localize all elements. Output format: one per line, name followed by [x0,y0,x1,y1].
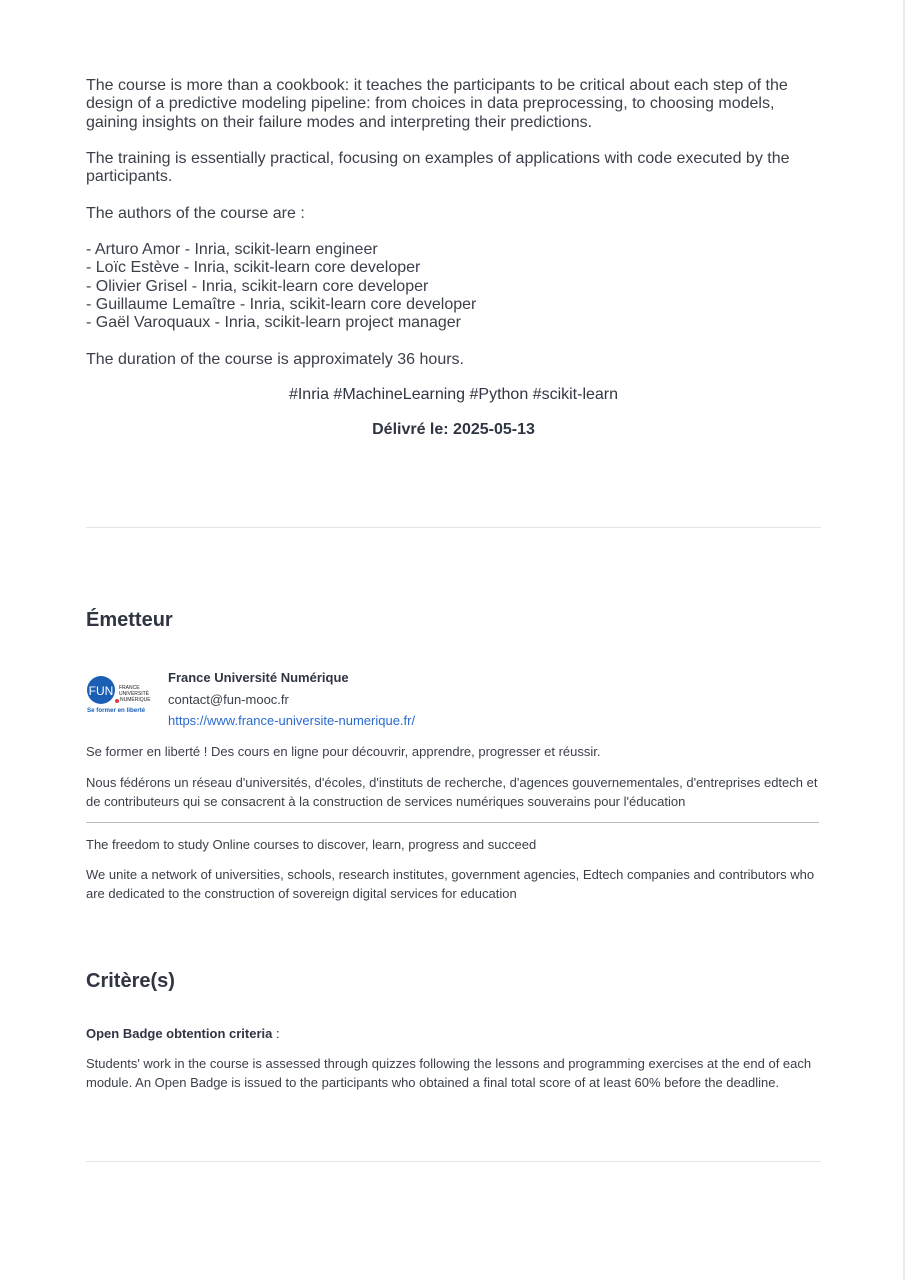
author-item: - Gaël Varoquaux - Inria, scikit-learn project manager [86,314,461,332]
issuer-description-fr: Nous fédérons un réseau d'universités, d'écoles, d'instituts de recherche, d'agences gouvernementales, d'entreprises edtech et de contributeurs qui se consacrent à la construction de services numériques souverains pour l'éducation [86,775,818,809]
svg-text:Se former en liberté: Se former en liberté [87,707,146,714]
section-divider [86,1161,821,1162]
author-item: - Olivier Grisel - Inria, scikit-learn core developer [86,277,429,295]
criteria-text: Students' work in the course is assessed through quizzes following the lessons and programming exercises at the end of each module. An Open Badge is issued to the participants who obtained a final total score of at least 60% before the deadline. [86,1056,812,1090]
issuer-heading: Émetteur [86,609,173,631]
hashtags: #Inria #MachineLearning #Python #scikit-learn [288,386,619,403]
authors-list [86,241,476,332]
criteria-label-suffix: : [272,1026,280,1041]
fun-logo-icon [86,674,154,716]
issuer-description-en: We unite a network of universities, schools, research institutes, government agencies, Edtech companies and contributors who are dedicated to the construction of sovereign digital services for education [86,867,815,901]
section-divider [86,527,821,528]
issuer-email[interactable]: contact@fun-mooc.fr [168,691,289,707]
language-divider [86,822,819,823]
svg-text:UNIVERSITÉ: UNIVERSITÉ [119,691,150,697]
svg-text:NUMÉRIQUE: NUMÉRIQUE [120,697,151,703]
author-item: - Arturo Amor - Inria, scikit-learn engineer [86,241,378,258]
issuer-info [168,667,415,732]
issuer-tagline-fr: Se former en liberté ! Des cours en ligne pour découvrir, apprendre, progresser et réussir. [86,744,601,759]
logo-text: FUN [88,684,114,698]
description-paragraph: The course is more than a cookbook: it teaches the participants to be critical about each step of the design of a predictive modeling pipeline: from choices in data preprocessing, to choosing models, gaining insights on their failure modes and interpreting their predictions. [86,77,788,131]
authors-intro: The authors of the course are : [86,205,305,222]
issuer-name: France Université Numérique [168,670,349,685]
author-item: - Guillaume Lemaître - Inria, scikit-learn core developer [86,295,477,313]
criteria-heading: Critère(s) [86,970,175,992]
criteria-label [86,1026,280,1041]
criteria-label-text: Open Badge obtention criteria [86,1026,273,1041]
issuer-website-link[interactable]: https://www.france-universite-numerique.fr/ [168,713,416,728]
fun-logo [86,674,154,716]
svg-text:FRANCE: FRANCE [119,685,140,691]
author-item: - Loïc Estève - Inria, scikit-learn core developer [86,259,421,277]
issuer-tagline-en: The freedom to study Online courses to discover, learn, progress and succeed [86,837,537,852]
duration-paragraph: The duration of the course is approximately 36 hours. [86,351,464,368]
delivery-date: Délivré le: 2025-05-13 [372,421,535,438]
description-paragraph: The training is essentially practical, focusing on examples of applications with code executed by the participants. [86,150,790,186]
